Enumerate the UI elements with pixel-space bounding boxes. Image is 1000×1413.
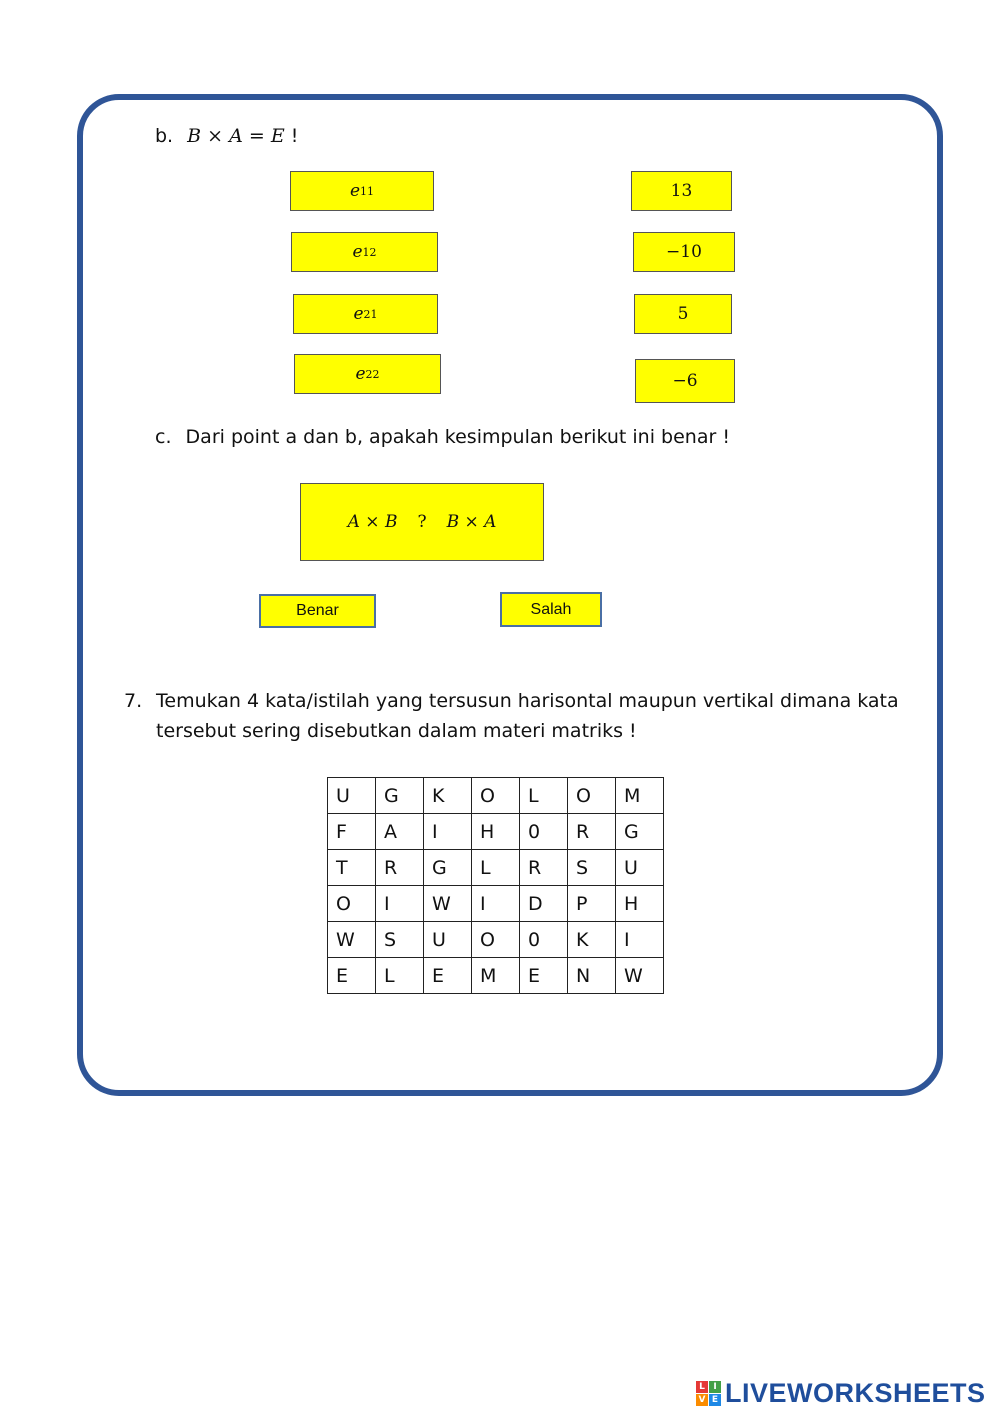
expr-right: B × A (446, 512, 497, 532)
grid-row (328, 814, 664, 850)
section-b-suffix: ! (290, 125, 299, 147)
grid-row (328, 958, 664, 994)
expr-left: A × B (347, 512, 398, 532)
grid-cell[interactable]: U (424, 922, 472, 958)
grid-cell[interactable]: W (616, 958, 664, 994)
grid-cell[interactable]: F (328, 814, 376, 850)
grid-cell[interactable]: G (424, 850, 472, 886)
match-left-e21[interactable] (293, 294, 438, 334)
question7-line2: tersebut sering disebutkan dalam materi matriks ! (156, 720, 637, 742)
grid-cell[interactable]: O (472, 778, 520, 814)
logo-icon-e: E (709, 1394, 721, 1406)
grid-cell[interactable]: U (616, 850, 664, 886)
e11-sub: 11 (360, 184, 375, 198)
grid-cell[interactable]: P (568, 886, 616, 922)
grid-cell[interactable]: D (520, 886, 568, 922)
grid-cell[interactable]: S (376, 922, 424, 958)
e21-base: e (353, 304, 364, 324)
grid-cell[interactable]: K (568, 922, 616, 958)
grid-row (328, 778, 664, 814)
match-left-e12[interactable] (291, 232, 438, 272)
e11-base: e (349, 181, 361, 201)
expr-question: ? (417, 512, 427, 532)
grid-cell[interactable]: R (376, 850, 424, 886)
grid-cell[interactable]: E (328, 958, 376, 994)
match-left-e11[interactable] (290, 171, 434, 211)
grid-cell[interactable]: G (376, 778, 424, 814)
grid-cell[interactable]: L (472, 850, 520, 886)
grid-cell[interactable]: N (568, 958, 616, 994)
logo-icon (696, 1381, 721, 1406)
grid-cell[interactable]: 0 (520, 814, 568, 850)
match-right-value[interactable]: 5 (634, 294, 732, 334)
logo-text: LIVEWORKSHEETS (725, 1377, 986, 1408)
grid-cell[interactable]: 0 (520, 922, 568, 958)
question7-number: 7. (124, 690, 143, 712)
match-right-value[interactable]: −10 (633, 232, 735, 272)
grid-cell[interactable]: O (328, 886, 376, 922)
benar-button[interactable]: Benar (259, 594, 376, 628)
section-c-heading (155, 426, 730, 448)
grid-cell[interactable]: L (376, 958, 424, 994)
grid-row (328, 886, 664, 922)
e22-sub: 22 (365, 367, 380, 381)
e12-sub: 12 (362, 245, 377, 259)
grid-cell[interactable]: T (328, 850, 376, 886)
grid-cell[interactable]: I (376, 886, 424, 922)
salah-button[interactable]: Salah (500, 592, 602, 627)
grid-cell[interactable]: A (376, 814, 424, 850)
question7-line1: Temukan 4 kata/istilah yang tersusun harisontal maupun vertikal dimana kata (156, 690, 899, 712)
section-b-label: b. (155, 125, 174, 147)
e21-sub: 21 (363, 307, 378, 321)
grid-cell[interactable]: G (616, 814, 664, 850)
grid-cell[interactable]: E (520, 958, 568, 994)
logo-icon-l: L (696, 1381, 708, 1393)
grid-cell[interactable]: S (568, 850, 616, 886)
grid-row (328, 850, 664, 886)
grid-cell[interactable]: E (424, 958, 472, 994)
grid-cell[interactable]: I (424, 814, 472, 850)
grid-cell[interactable]: O (472, 922, 520, 958)
logo-icon-v: V (696, 1394, 708, 1406)
grid-cell[interactable]: I (616, 922, 664, 958)
e22-base: e (355, 364, 366, 384)
match-right-value[interactable]: 13 (631, 171, 732, 211)
grid-cell[interactable]: W (424, 886, 472, 922)
grid-cell[interactable]: R (568, 814, 616, 850)
grid-row (328, 922, 664, 958)
grid-cell[interactable]: U (328, 778, 376, 814)
grid-cell[interactable]: M (616, 778, 664, 814)
grid-cell[interactable]: L (520, 778, 568, 814)
logo-icon-i: I (709, 1381, 721, 1393)
comparison-box[interactable] (300, 483, 544, 561)
grid-cell[interactable]: H (472, 814, 520, 850)
grid-cell[interactable]: H (616, 886, 664, 922)
grid-cell[interactable]: W (328, 922, 376, 958)
section-b-heading (155, 125, 298, 147)
grid-cell[interactable]: K (424, 778, 472, 814)
match-left-e22[interactable] (294, 354, 441, 394)
grid-cell[interactable]: R (520, 850, 568, 886)
e12-base: e (352, 242, 363, 262)
liveworksheets-logo (696, 1378, 986, 1408)
section-c-text: Dari point a dan b, apakah kesimpulan berikut ini benar ! (185, 426, 730, 448)
word-search-grid (327, 777, 664, 994)
grid-cell[interactable]: M (472, 958, 520, 994)
grid-cell[interactable]: O (568, 778, 616, 814)
section-c-label: c. (155, 426, 172, 448)
section-b-equation: B × A = E (187, 125, 285, 147)
grid-cell[interactable]: I (472, 886, 520, 922)
match-right-value[interactable]: −6 (635, 359, 735, 403)
